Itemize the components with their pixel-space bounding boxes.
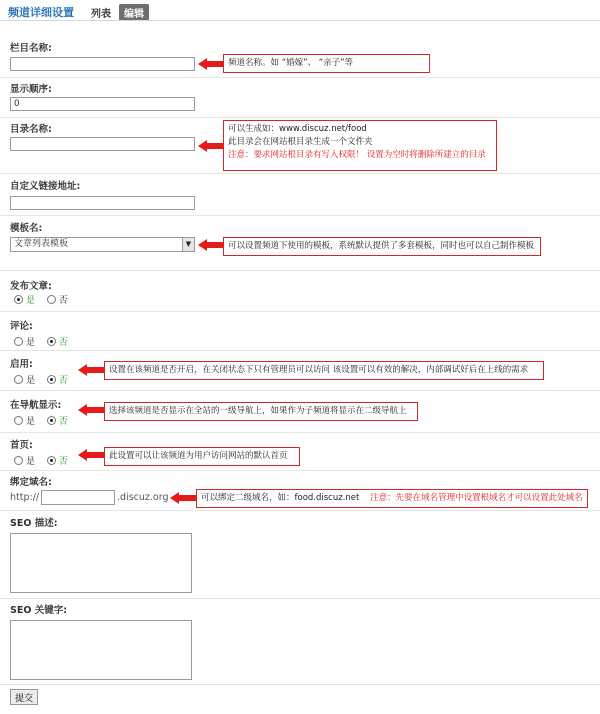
annotation-text: 此目录会在网站根目录生成一个文件夹 — [228, 137, 373, 147]
divider — [0, 470, 600, 471]
template-select[interactable] — [10, 237, 195, 252]
nav-radio-group — [14, 414, 77, 426]
submit-button[interactable]: 提交 — [10, 689, 38, 705]
annotation-enable — [104, 361, 544, 380]
divider — [0, 598, 600, 599]
annotation-domain — [196, 489, 588, 508]
nav-yes-radio[interactable] — [14, 416, 23, 425]
header-divider — [0, 20, 600, 21]
dir-input[interactable] — [10, 137, 195, 151]
enable-no-label: 否 — [58, 376, 68, 386]
seo-kw-textarea[interactable] — [10, 620, 192, 680]
nav-yes-label: 是 — [26, 417, 36, 427]
order-input[interactable] — [10, 97, 195, 111]
divider — [0, 510, 600, 511]
comment-radio-group — [14, 335, 77, 347]
annotation-nav — [104, 402, 418, 421]
page-title: 频道详细设置 — [8, 6, 74, 19]
home-yes-radio[interactable] — [14, 456, 23, 465]
divider — [0, 77, 600, 78]
custom-link-input[interactable] — [10, 196, 195, 210]
tab-edit[interactable]: 编辑 — [119, 4, 149, 21]
column-name-input[interactable] — [10, 57, 195, 71]
comment-label: 评论: — [10, 321, 33, 332]
publish-no-radio[interactable] — [47, 295, 56, 304]
order-label: 显示顺序: — [10, 84, 52, 95]
publish-yes-label: 是 — [26, 296, 36, 306]
comment-no-label: 否 — [58, 338, 68, 348]
annotation-dir — [223, 120, 497, 171]
annotation-warning: 注意：先要在域名管理中设置根域名才可以设置此处域名 — [370, 493, 583, 503]
divider — [0, 215, 600, 216]
annotation-warning: 注意：要求网站根目录有写入权限！ 设置为空时将删除所建立的目录 — [228, 150, 486, 160]
nav-no-radio[interactable] — [47, 416, 56, 425]
home-radio-group — [14, 454, 77, 466]
annotation-text: 此设置可以让该频道为用户访问网站的默认首页 — [109, 451, 288, 461]
publish-label: 发布文章: — [10, 281, 52, 292]
divider — [0, 350, 600, 351]
tab-list[interactable]: 列表 — [91, 9, 111, 20]
arrow-left-icon — [198, 140, 224, 152]
seo-desc-label: SEO 描述: — [10, 518, 58, 529]
seo-kw-label: SEO 关键字: — [10, 605, 68, 616]
template-select-value: 文章列表模板 — [14, 239, 69, 249]
custom-link-label: 自定义链接地址: — [10, 181, 81, 192]
divider — [0, 390, 600, 391]
home-label: 首页: — [10, 440, 33, 451]
comment-yes-label: 是 — [26, 338, 36, 348]
enable-radio-group — [14, 373, 77, 385]
arrow-left-icon — [170, 492, 196, 504]
domain-prefix: http:// — [10, 492, 40, 503]
divider — [0, 270, 600, 271]
arrow-left-icon — [78, 364, 104, 376]
publish-yes-radio[interactable] — [14, 295, 23, 304]
dir-label: 目录名称: — [10, 124, 52, 135]
enable-no-radio[interactable] — [47, 375, 56, 384]
divider — [0, 311, 600, 312]
divider — [0, 684, 600, 685]
annotation-text: 选择该频道是否显示在全站的一级导航上，如果作为子频道将显示在二级导航上 — [109, 406, 407, 416]
column-name-label: 栏目名称: — [10, 43, 52, 54]
annotation-text: 设置在该频道是否开启，在关闭状态下只有管理员可以访问 该设置可以有效的解决，内部调试好后在上线的需求 — [109, 365, 529, 375]
chevron-down-icon[interactable]: ▼ — [182, 238, 194, 251]
divider — [0, 432, 600, 433]
home-yes-label: 是 — [26, 457, 36, 467]
annotation-text: 可以绑定二级域名，如：food.discuz.net — [201, 493, 360, 503]
domain-input[interactable] — [41, 490, 115, 505]
template-label: 模板名: — [10, 223, 43, 234]
divider — [0, 117, 600, 118]
annotation-column-name — [223, 54, 430, 73]
annotation-text: 可以设置频道下使用的模板，系统默认提供了多套模板，同时也可以自己制作模板 — [228, 241, 535, 251]
home-no-radio[interactable] — [47, 456, 56, 465]
annotation-text: 频道名称。如 “婚嫁”、 “亲子”等 — [228, 58, 354, 68]
nav-label: 在导航显示: — [10, 400, 62, 411]
annotation-text: 可以生成如：www.discuz.net/food — [228, 124, 367, 134]
domain-suffix: .discuz.org — [117, 492, 169, 503]
nav-no-label: 否 — [58, 417, 68, 427]
annotation-template — [223, 237, 541, 256]
publish-no-label: 否 — [58, 296, 68, 306]
arrow-left-icon — [198, 239, 224, 251]
divider — [0, 173, 600, 174]
enable-yes-label: 是 — [26, 376, 36, 386]
arrow-left-icon — [78, 449, 104, 461]
comment-yes-radio[interactable] — [14, 337, 23, 346]
enable-yes-radio[interactable] — [14, 375, 23, 384]
arrow-left-icon — [198, 58, 224, 70]
seo-desc-textarea[interactable] — [10, 533, 192, 593]
annotation-home — [104, 447, 300, 466]
home-no-label: 否 — [58, 457, 68, 467]
arrow-left-icon — [78, 404, 104, 416]
comment-no-radio[interactable] — [47, 337, 56, 346]
domain-label: 绑定域名: — [10, 477, 52, 488]
publish-radio-group — [14, 293, 77, 305]
enable-label: 启用: — [10, 359, 33, 370]
